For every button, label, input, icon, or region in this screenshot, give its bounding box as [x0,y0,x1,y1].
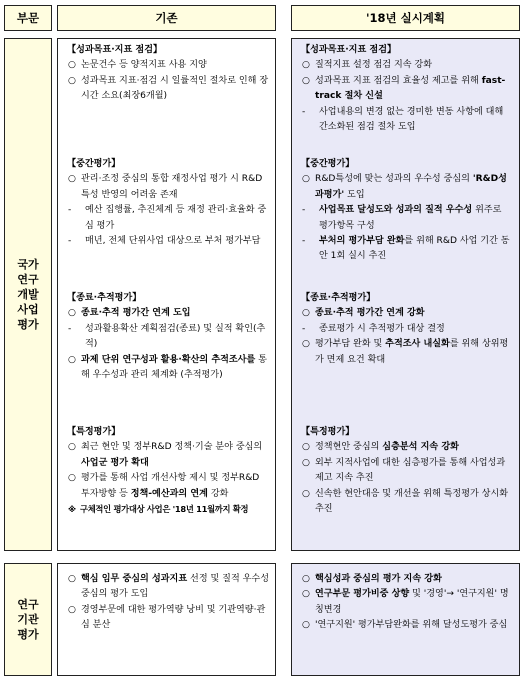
bullet-marker: ※ [68,504,76,515]
section-title: 【성과목표·지표 점검】 [301,45,397,55]
bullet-marker: ○ [302,75,310,86]
item-text: 위주로 평가항목 구성 [319,205,502,231]
bullet-marker: ○ [68,174,76,185]
note-item [67,502,269,517]
bullet-marker: ○ [302,308,310,319]
section-interim-evaluation [58,157,275,249]
bullet-item [67,172,269,203]
bullet-marker: ○ [302,457,310,468]
bullet-item [301,618,513,633]
item-text: 질적지표 설정 점검 지속 강화 [315,60,432,71]
sub-bullet-item [67,203,269,234]
bullet-marker: - [68,205,72,216]
item-text: 종료평가 시 추적평가 대상 결정 [319,323,445,334]
bullet-marker: ○ [68,60,76,71]
item-text: 성과목표 지표·점검 시 일률적인 절차로 인해 장시간 소요(최장6개월) [81,75,269,102]
bullet-item [301,58,513,73]
emphasized-text: 종료·추적 평가간 연계 도입 [81,308,191,319]
item-text: 경영부문에 대한 평가역량 낭비 및 기관역량·관심 분산 [81,604,266,631]
category-line: 연구 [17,598,39,611]
bullet-item [301,587,513,618]
category-line: 개발 [17,288,39,301]
section-special-evaluation [292,425,519,517]
item-text: 성과목표 지표 점검의 효율성 제고를 위해 [315,75,482,86]
sub-bullet-item [301,105,513,136]
bullet-item [67,306,269,321]
bullet-item [301,440,513,455]
bullet-item [67,440,269,471]
sub-bullet-item [67,234,269,249]
category-label [17,257,38,332]
bullet-item [67,74,269,105]
sub-bullet-item [301,234,513,265]
item-text: '연구지원' 평가부담완화를 위해 달성도평가 중심 [315,620,508,631]
section-goal-indicator-check [58,43,275,105]
header-category [4,5,52,31]
emphasized-text: 사업군 평가 확대 [81,457,149,468]
bullet-marker: ○ [68,75,76,86]
header-plan-label: '18년 실시계획 [365,11,446,25]
before-column-research-institute [57,563,276,676]
before-column-rnd-program [57,38,276,551]
section-title: 【종료·추적평가】 [67,293,142,303]
bullet-marker: ○ [302,620,310,631]
row-category-rnd-program [4,38,52,551]
emphasized-text: 핵심성과 중심의 평가 지속 강화 [315,574,442,584]
item-text: 평가부담 완화 및 [315,339,386,350]
bullet-marker: - [302,236,306,247]
bullet-item [301,74,513,105]
emphasized-text: 정책-예산과의 연계 [130,488,208,499]
item-text: 사업내용의 변경 없는 경미한 변동 사항에 대해 간소화된 점검 절차 도입 [319,106,504,133]
item-text: 및 '경영'→ '연구지원' 명칭변경 [315,589,509,615]
category-line: 국가 [17,258,39,271]
category-line: 기관 [17,613,39,626]
bullet-marker: ○ [68,442,76,453]
section-final-tracking-evaluation [58,291,275,383]
item-text: 논문건수 등 양적지표 사용 지양 [81,60,207,71]
emphasized-text: 연구부문 평가비중 상향 [315,589,410,600]
bullet-marker: ○ [68,473,76,484]
sub-bullet-item [301,203,513,234]
emphasized-text: 과제 단위 연구성과 활용·확산의 추적조사를 [81,354,256,365]
category-label [17,597,38,642]
emphasized-text: 핵심 임무 중심의 성과지표 [81,574,188,584]
item-text: 를 위해 R&D 사업 기간 동안 1회 실시 추진 [319,236,510,262]
section-institute-plan [292,572,519,634]
item-text: R&D특성에 맞는 성과의 우수성 중심의 [315,174,473,185]
row-category-research-institute [4,563,52,676]
item-text: 선정 및 질적 우수성 중심의 평가 도입 [81,574,269,600]
bullet-marker: - [68,236,72,247]
item-text: 정책현안 중심의 [315,442,383,453]
emphasized-text: 종료·추적 평가간 연계 강화 [315,308,425,319]
item-text: 통해 우수성과 관리 체계화 (추적평가) [81,354,267,381]
emphasized-text: 부처의 평가부담 완화 [319,236,405,247]
bullet-item [301,456,513,487]
item-text: 성과활용확산 계획점검(종료) 및 실적 확인(추적) [85,323,266,350]
bullet-marker: ○ [302,589,310,600]
bullet-item [67,572,269,603]
section-title: 【중간평가】 [67,159,121,169]
category-line: 사업 [17,303,39,316]
emphasized-text: 심층분석 지속 강화 [382,442,459,453]
bullet-marker: - [302,106,306,117]
item-text: 관리·조정 중심의 통합 재정사업 평가 시 R&D특성 반영의 어려움 존재 [81,174,263,200]
item-text: 를 위해 상위평가 면제 요건 확대 [315,339,509,365]
bullet-marker: ○ [68,604,76,615]
section-title: 【성과목표·지표 점검】 [67,45,163,55]
bullet-marker: ○ [302,174,310,185]
item-text: 구체적인 평가대상 사업은 '18년 11월까지 확정 [80,504,249,515]
bullet-marker: ○ [68,574,76,584]
bullet-marker: ○ [302,442,310,453]
header-category-label: 부문 [16,11,40,25]
bullet-item [67,471,269,502]
category-line: 평가 [17,628,39,641]
item-text: 신속한 현안대응 및 개선을 위해 특정평가 상시화 추진 [315,488,509,515]
bullet-item [301,337,513,368]
category-line: 연구 [17,273,39,286]
section-title: 【중간평가】 [301,159,355,169]
bullet-marker: ○ [68,308,76,319]
bullet-item [301,487,513,518]
bullet-item [301,172,513,203]
section-final-tracking-evaluation [292,291,519,368]
bullet-marker: - [68,323,72,334]
bullet-marker: ○ [68,354,76,365]
section-institute-before [58,572,275,634]
section-title: 【특정평가】 [67,427,121,437]
emphasized-text: 'R&D성과평가' [315,174,507,200]
bullet-item [67,603,269,634]
section-title: 【특정평가】 [301,427,355,437]
header-before-label: 기존 [155,11,178,25]
section-title: 【종료·추적평가】 [301,293,376,303]
bullet-item [67,58,269,73]
category-line: 평가 [17,318,39,331]
bullet-marker: ○ [302,339,310,350]
bullet-marker: - [302,205,306,216]
bullet-marker: - [302,323,306,334]
item-text: 매년, 전체 단위사업 대상으로 부처 평가부담 [85,236,261,247]
item-text: 평가를 통해 사업 개선사항 제시 및 정부R&D 투자방향 등 [81,473,260,499]
emphasized-text: fast-track 절차 신설 [315,75,506,102]
emphasized-text: 사업목표 달성도와 성과의 질적 우수성 [319,205,473,216]
plan-column-research-institute [291,563,520,676]
item-text: 도입 [344,189,365,200]
section-special-evaluation [58,425,275,517]
section-goal-indicator-check [292,43,519,135]
header-plan [291,5,520,31]
section-interim-evaluation [292,157,519,265]
item-text: 외부 지적사업에 대한 심층평가를 통해 사업성과 제고 지속 추진 [315,457,506,484]
sub-bullet-item [301,322,513,337]
header-before [57,5,276,31]
bullet-item [67,353,269,384]
item-text: 최근 현안 및 정부R&D 정책·기술 분야 중심의 [81,442,263,453]
bullet-marker: ○ [302,488,310,499]
emphasized-text: 추적조사 내실화 [385,339,450,350]
bullet-item [301,306,513,321]
plan-column-rnd-program [291,38,520,551]
item-text: 예산 집행률, 추진체계 등 재정 관리·효율화 중심 평가 [85,205,267,231]
bullet-marker: ○ [302,60,310,71]
bullet-marker: ○ [302,574,310,584]
bullet-item [301,572,513,587]
item-text: 강화 [207,488,229,499]
sub-bullet-item [67,322,269,353]
